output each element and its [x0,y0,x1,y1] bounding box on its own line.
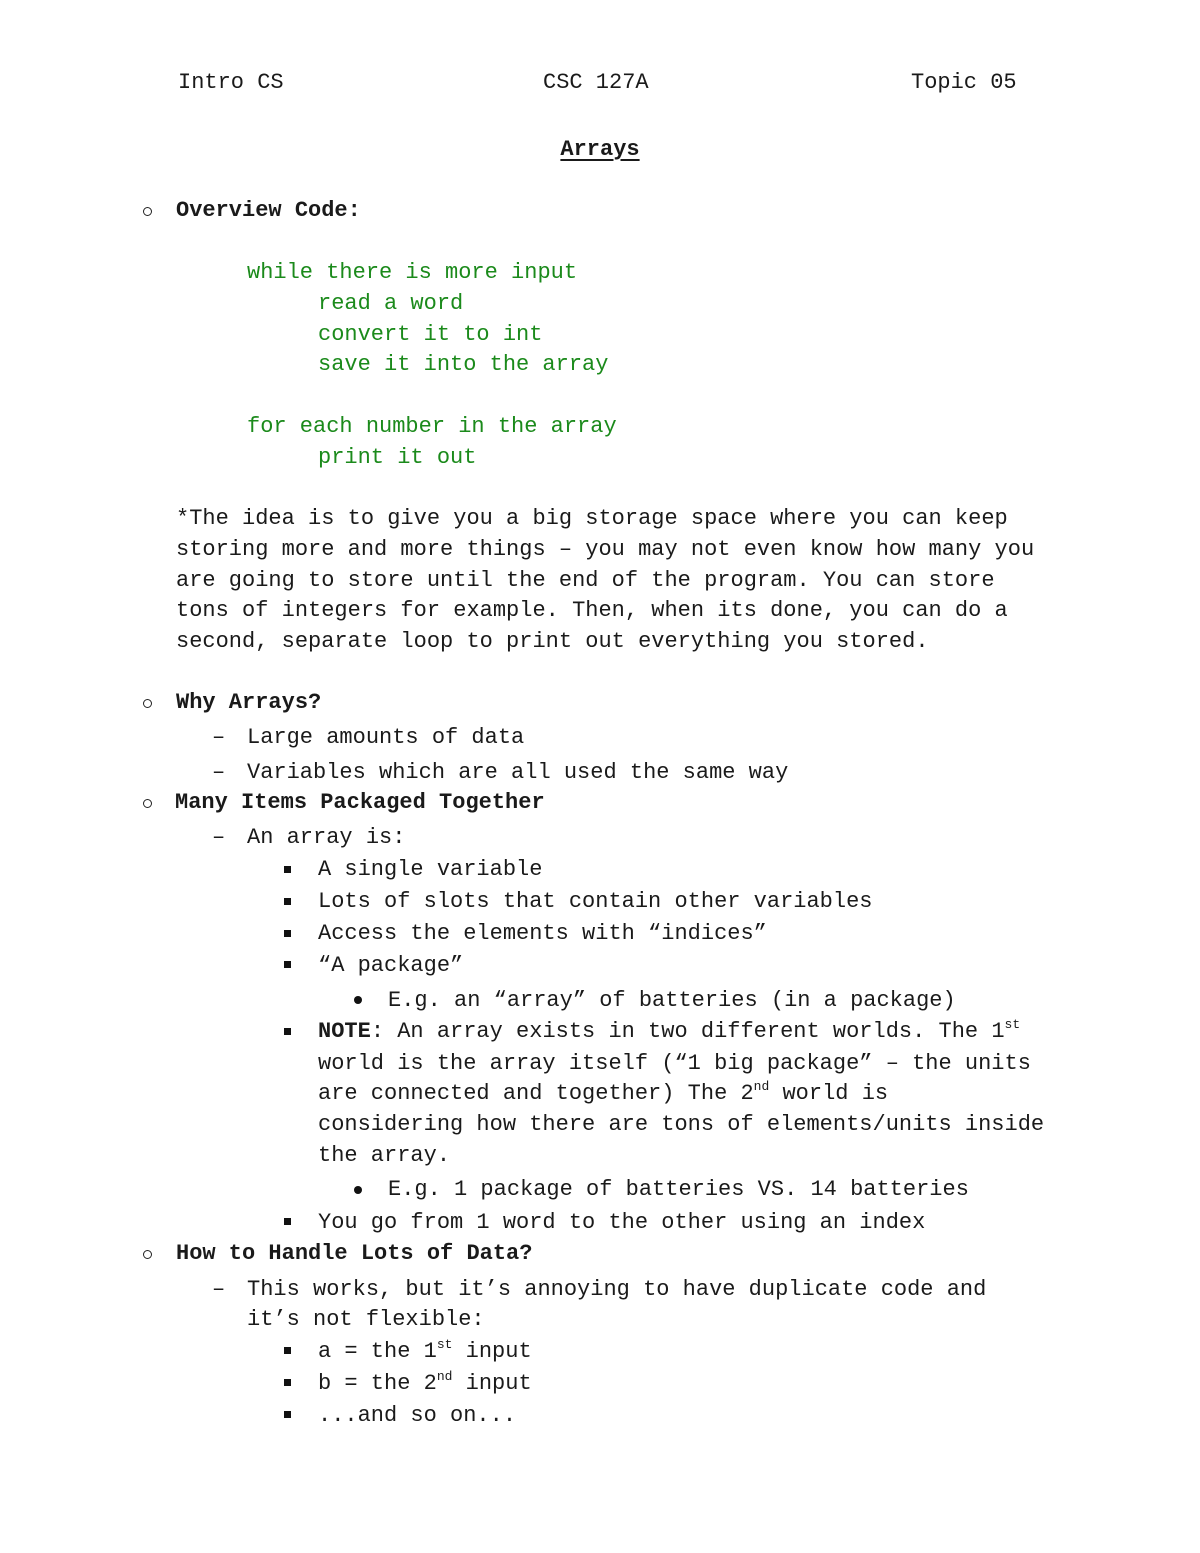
dot-bullet-icon [354,996,362,1004]
list-item: Large amounts of data [247,725,525,750]
paragraph-line: second, separate loop to print out everything you stored. [176,629,929,654]
list-item [318,1337,532,1364]
list-item [318,1369,532,1396]
item-text: a = the 1 [318,1339,437,1364]
list-item: An array is: [247,825,406,850]
header-course-name: Intro CS [178,70,284,95]
dash-bullet-icon: – [212,725,226,750]
paragraph-line: storing more and more things – you may not even know how many you [176,537,1035,562]
circle-bullet-icon [143,699,152,708]
paragraph-line: tons of integers for example. Then, when its done, you can do a [176,598,1008,623]
square-bullet-icon [284,1028,291,1035]
item-text: input [452,1339,532,1364]
list-item: Lots of slots that contain other variables [318,889,873,914]
note-text: are connected and together) The 2 [318,1081,754,1106]
superscript: nd [436,1369,453,1384]
note-line: considering how there are tons of elements/units inside [318,1112,1045,1137]
code-line: convert it to int [318,322,543,347]
list-item: E.g. an “array” of batteries (in a package) [388,988,956,1013]
list-item: Variables which are all used the same way [247,760,789,785]
code-line: while there is more input [247,260,578,285]
paragraph-line: are going to store until the end of the program. You can store [176,568,995,593]
header-course-code: CSC 127A [543,70,649,95]
note-line [318,1079,889,1106]
list-item: A single variable [318,857,543,882]
item-text: b = the 2 [318,1371,437,1396]
page-title: Arrays [560,137,640,162]
square-bullet-icon [284,1411,291,1418]
header-topic: Topic 05 [911,70,1017,95]
square-bullet-icon [284,961,291,968]
dash-bullet-icon: – [212,760,226,785]
square-bullet-icon [284,866,291,873]
list-item: it’s not flexible: [247,1307,485,1332]
list-item: You go from 1 word to the other using an index [318,1210,926,1235]
code-line: for each number in the array [247,414,617,439]
superscript: st [1004,1017,1021,1032]
list-item: This works, but it’s annoying to have duplicate code and [247,1277,987,1302]
circle-bullet-icon [143,799,152,808]
item-text: input [452,1371,532,1396]
superscript: st [436,1337,453,1352]
list-item: ...and so on... [318,1403,517,1428]
square-bullet-icon [284,898,291,905]
section-heading-overview: Overview Code: [176,198,361,223]
list-item: E.g. 1 package of batteries VS. 14 batteries [388,1177,969,1202]
section-heading-handle-data: How to Handle Lots of Data? [176,1241,533,1266]
dash-bullet-icon: – [212,825,226,850]
note-text: world is [769,1081,889,1106]
code-line: read a word [318,291,464,316]
circle-bullet-icon [143,1250,152,1259]
paragraph-line: *The idea is to give you a big storage space where you can keep [176,506,1008,531]
section-heading-many-items: Many Items Packaged Together [175,790,545,815]
code-line: print it out [318,445,477,470]
note-label: NOTE [318,1019,371,1044]
dot-bullet-icon [354,1186,362,1194]
list-item: Access the elements with “indices” [318,921,767,946]
code-line: save it into the array [318,352,609,377]
circle-bullet-icon [143,207,152,216]
square-bullet-icon [284,930,291,937]
note-line: the array. [318,1143,451,1168]
note-text: : An array exists in two different worlds. The 1 [370,1019,1005,1044]
square-bullet-icon [284,1218,291,1225]
square-bullet-icon [284,1379,291,1386]
note-line [318,1017,1021,1044]
dash-bullet-icon: – [212,1277,226,1302]
section-heading-why-arrays: Why Arrays? [176,690,322,715]
note-line: world is the array itself (“1 big package” – the units [318,1051,1031,1076]
list-item: “A package” [318,953,464,978]
square-bullet-icon [284,1347,291,1354]
superscript: nd [753,1079,770,1094]
